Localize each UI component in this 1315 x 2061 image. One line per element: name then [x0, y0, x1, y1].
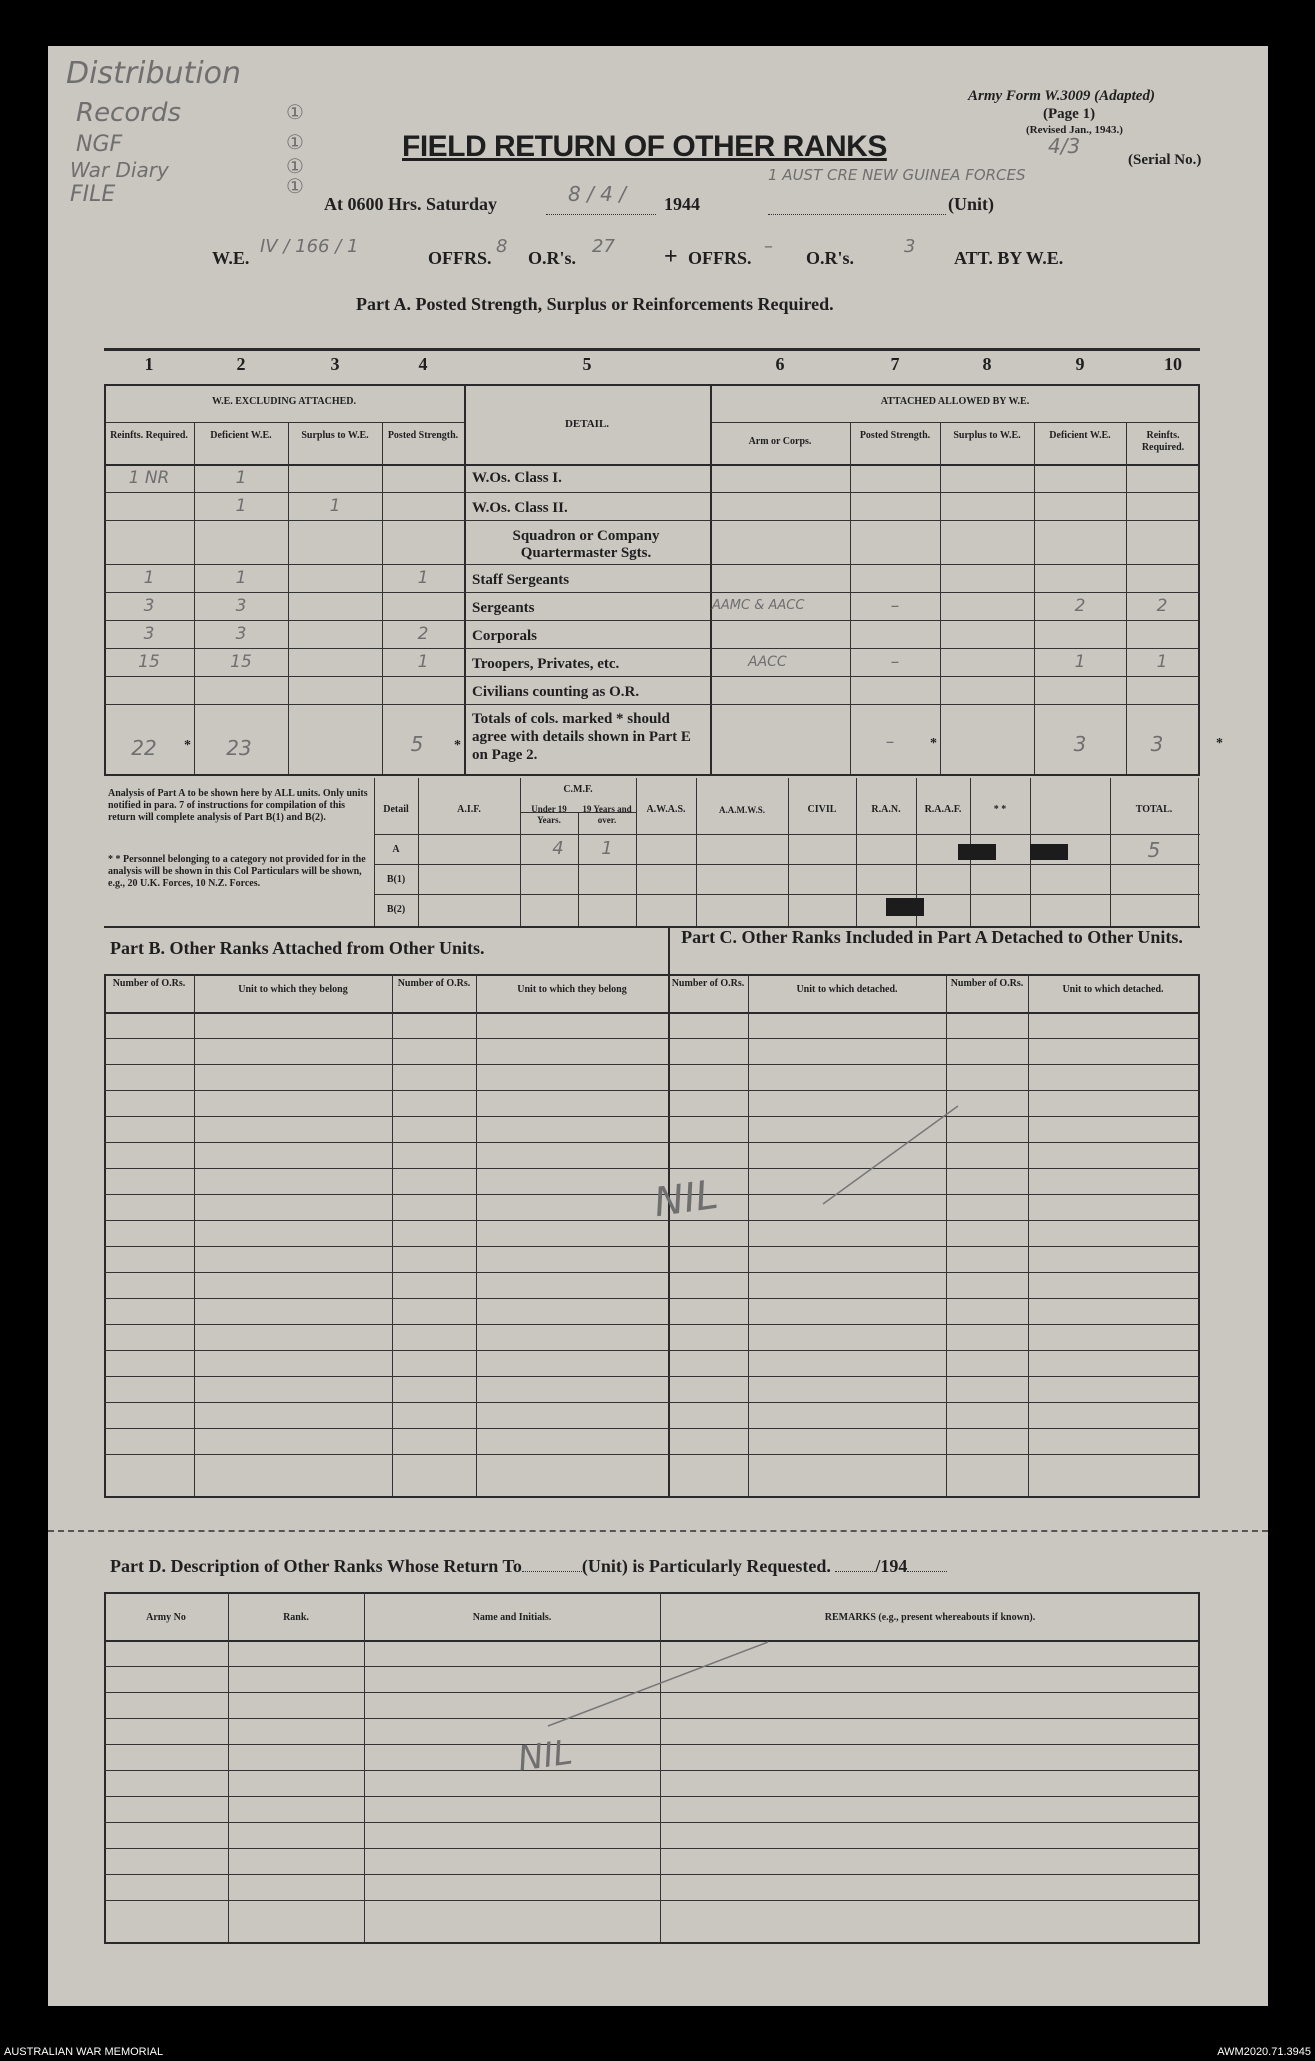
total-cell: 5 — [410, 732, 424, 756]
cell: 1 — [329, 496, 341, 516]
redaction-block — [958, 844, 996, 860]
rule — [104, 1454, 1200, 1455]
rule — [1198, 1592, 1200, 1944]
col-number: 9 — [1075, 354, 1085, 374]
analysis-row-label: B(2) — [386, 904, 406, 915]
distribution-line-records: Records — [76, 98, 182, 128]
part-b-header: Number of O.Rs. — [112, 978, 186, 989]
ors2-value: 3 — [904, 236, 916, 257]
detail-header: DETAIL. — [564, 418, 610, 430]
part-d-heading-pre: Part D. Description of Other Ranks Whose Return To — [110, 1556, 522, 1576]
row-detail: Squadron or Company Quartermaster Sgts. — [512, 528, 660, 561]
row-detail: Troopers, Privates, etc. — [472, 656, 620, 672]
sub-header: Surplus to W.E. — [953, 430, 1021, 441]
cell: 2 — [417, 624, 429, 644]
rule — [364, 1592, 365, 1944]
cell: 3 — [143, 596, 155, 616]
nil-mark: NIL — [515, 1732, 575, 1780]
rule — [104, 1298, 1200, 1299]
form-title: FIELD RETURN OF OTHER RANKS — [402, 130, 887, 163]
rule — [104, 774, 1200, 776]
rule — [578, 812, 579, 926]
sub-header: Reinfts. Required. — [110, 430, 188, 441]
offrs2-label: OFFRS. — [688, 248, 752, 268]
part-a-top-rule — [104, 348, 1200, 351]
rule — [104, 422, 464, 423]
analysis-header: * * — [993, 804, 1007, 815]
part-d-header: REMARKS (e.g., present whereabouts if known). — [824, 1612, 1036, 1623]
sub-header: Arm or Corps. — [748, 436, 812, 447]
rule — [104, 1900, 1200, 1901]
rule — [104, 464, 1200, 466]
ors-value: 27 — [592, 236, 615, 257]
rule — [788, 778, 789, 926]
analysis-row-label: A — [392, 844, 400, 855]
att-label: ATT. BY W.E. — [954, 248, 1064, 268]
analysis-header: 19 Years and over. — [582, 804, 632, 825]
cell: – — [890, 596, 900, 616]
cell: 1 — [143, 568, 155, 588]
rule — [104, 1376, 1200, 1377]
serial-label: (Serial No.) — [1128, 152, 1202, 168]
row-detail: W.Os. Class II. — [472, 500, 568, 516]
distribution-mark: ① — [286, 130, 304, 154]
rule — [104, 492, 1200, 493]
rule — [374, 864, 1200, 865]
analysis-header: CIVIL — [807, 804, 837, 815]
part-d-header: Army No — [146, 1612, 186, 1623]
offrs-label: OFFRS. — [428, 248, 492, 268]
form-sheet — [48, 46, 1268, 2006]
rule — [104, 1064, 1200, 1065]
distribution-line-war-diary: War Diary — [70, 158, 169, 182]
form-page: (Page 1) — [1043, 106, 1096, 122]
analysis-header: Under 19 Years. — [531, 804, 567, 825]
rule — [104, 1324, 1200, 1325]
sub-header: Posted Strength. — [859, 430, 931, 441]
rule — [636, 778, 637, 926]
cell: 15 — [138, 652, 160, 672]
part-b-header: Unit to which they belong — [517, 984, 627, 995]
distribution-mark: ① — [286, 100, 304, 124]
cell: AACC — [748, 654, 787, 670]
analysis-row-label: B(1) — [386, 874, 406, 885]
total-cell: 22 — [131, 736, 157, 760]
cell: 15 — [230, 652, 252, 672]
rule — [104, 384, 1200, 386]
rule — [374, 834, 1200, 835]
part-d-heading — [110, 1556, 947, 1577]
col-number: 6 — [775, 354, 785, 374]
col-number: 3 — [330, 354, 340, 374]
cell: 2 — [1156, 596, 1168, 616]
total-cell: 23 — [226, 736, 252, 760]
star-mark: * — [184, 738, 191, 753]
col-number: 5 — [582, 354, 592, 374]
ors2-label: O.R's. — [806, 248, 855, 268]
part-c-header: Unit to which detached. — [1062, 984, 1164, 995]
rule — [1198, 384, 1200, 774]
col-number: 10 — [1164, 354, 1182, 374]
rule — [418, 778, 419, 926]
star-mark: * — [1216, 736, 1223, 751]
cell: 1 — [235, 496, 247, 516]
rule — [464, 384, 466, 774]
analysis-header: R.A.A.F. — [924, 804, 962, 815]
rule — [104, 1012, 1200, 1014]
cell: 1 — [235, 468, 247, 488]
analysis-cell-over19: 1 — [601, 838, 613, 859]
rule — [104, 620, 1200, 621]
col-number: 8 — [982, 354, 992, 374]
rule — [748, 974, 749, 1498]
group-header-right: ATTACHED ALLOWED BY W.E. — [880, 396, 1030, 407]
footer-left: AUSTRALIAN WAR MEMORIAL — [4, 2046, 164, 2058]
unit-label: (Unit) — [948, 194, 994, 214]
analysis-header: Detail — [383, 804, 409, 815]
date-year: 1944 — [664, 194, 700, 214]
col-number: 7 — [890, 354, 900, 374]
unit-dotted-line — [768, 214, 946, 215]
distribution-line-ngf: NGF — [76, 132, 123, 157]
part-c-header: Unit to which detached. — [796, 984, 898, 995]
totals-detail: Totals of cols. marked * should agree with details shown in Part E on Page 2. — [472, 711, 691, 763]
dotted-blank — [907, 1571, 947, 1572]
cell: 1 NR — [128, 468, 170, 488]
rule — [940, 422, 941, 774]
sub-header: Deficient W.E. — [1049, 430, 1111, 441]
rule — [104, 648, 1200, 649]
part-b-heading: Part B. Other Ranks Attached from Other Units. — [110, 938, 485, 958]
distribution-title: Distribution — [66, 56, 242, 91]
rule — [104, 974, 1200, 976]
rule — [104, 1874, 1200, 1875]
part-d-header: Name and Initials. — [472, 1612, 552, 1623]
cell: 2 — [1074, 596, 1086, 616]
date-value: 8 / 4 / — [568, 182, 626, 206]
unit-value: 1 AUST CRE NEW GUINEA FORCES — [768, 166, 1026, 184]
time-day-label: At 0600 Hrs. Saturday — [324, 194, 498, 214]
col-number: 1 — [144, 354, 154, 374]
rule — [476, 974, 477, 1498]
form-revised: (Revised Jan., 1943.) — [1026, 124, 1123, 136]
rule — [104, 676, 1200, 677]
cell: 3 — [235, 624, 247, 644]
part-b-header: Unit to which they belong — [238, 984, 348, 995]
col-number: 2 — [236, 354, 246, 374]
part-c-header: Number of O.Rs. — [671, 978, 745, 989]
ors-label: O.R's. — [528, 248, 577, 268]
rule — [104, 1822, 1200, 1823]
rule — [856, 778, 857, 926]
part-d-header: Rank. — [283, 1612, 309, 1623]
serial-value: 4/3 — [1048, 134, 1081, 158]
sub-header: Reinfts. Required. — [1141, 430, 1185, 453]
plus-sign: + — [664, 244, 678, 270]
analysis-header: R.A.N. — [871, 804, 901, 815]
we-label: W.E. — [212, 248, 250, 268]
offrs2-value: – — [764, 236, 773, 257]
analysis-note-2: * * Personnel belonging to a category not provided for in the analysis will be shown in this Col Particulars will be shown, e.g., 20 U.K. Forces, 10 N.Z. Forces. — [108, 854, 366, 889]
star-mark: * — [454, 738, 461, 753]
analysis-note: Analysis of Part A to be shown here by ALL units. Only units notified in para. 7 of instructions for compilation of this return will complete analysis of Part B(1) and B(2). — [108, 788, 368, 823]
cell: 3 — [235, 596, 247, 616]
cell: 1 — [235, 568, 247, 588]
rule — [104, 520, 1200, 521]
rule — [696, 778, 697, 926]
rule — [104, 1848, 1200, 1849]
we-value: IV / 166 / 1 — [260, 236, 359, 257]
cell: 1 — [417, 568, 429, 588]
row-detail: Staff Sergeants — [472, 572, 570, 588]
part-d-heading-mid: (Unit) is Particularly Requested. — [581, 1556, 831, 1576]
rule — [946, 974, 947, 1498]
part-c-header: Number of O.Rs. — [950, 978, 1024, 989]
cell: AAMC & AACC — [712, 598, 805, 613]
rule — [104, 974, 106, 1498]
col-number: 4 — [418, 354, 428, 374]
rule — [288, 422, 289, 774]
dotted-blank — [835, 1571, 875, 1572]
rule — [104, 1496, 1200, 1498]
row-detail: Civilians counting as O.R. — [472, 684, 640, 700]
rule — [1198, 974, 1200, 1498]
rule — [104, 1428, 1200, 1429]
cell: 3 — [143, 624, 155, 644]
rule — [104, 1592, 106, 1944]
date-dotted-line — [546, 214, 656, 215]
distribution-line-file: FILE — [70, 182, 116, 207]
part-c-heading: Part C. Other Ranks Included in Part A Detached to Other Units. — [681, 927, 1183, 947]
star-mark: * — [930, 736, 937, 751]
analysis-header: TOTAL. — [1135, 804, 1173, 815]
redaction-block — [886, 898, 924, 916]
rule — [104, 1038, 1200, 1039]
row-detail: Sergeants — [472, 600, 535, 616]
distribution-mark: ① — [286, 174, 304, 198]
rule — [104, 1246, 1200, 1247]
offrs-value: 8 — [496, 236, 508, 257]
part-d-heading-post: /194 — [875, 1556, 908, 1576]
dotted-blank — [522, 1571, 582, 1572]
nil-mark: NIL — [651, 1171, 721, 1227]
footer-right: AWM2020.71.3945 — [1217, 2046, 1311, 2058]
rule — [228, 1592, 229, 1944]
cell: 1 — [417, 652, 429, 672]
cell: 1 — [1156, 652, 1168, 672]
rule — [104, 592, 1200, 593]
analysis-header: A.A.M.W.S. — [719, 805, 765, 815]
total-cell: 3 — [1073, 732, 1087, 756]
rule — [104, 1796, 1200, 1797]
rule — [194, 974, 195, 1498]
sub-header: Deficient W.E. — [210, 430, 272, 441]
rule — [104, 704, 1200, 705]
rule — [1028, 974, 1029, 1498]
analysis-cell-total: 5 — [1147, 838, 1161, 862]
rule — [520, 778, 521, 926]
form-id: Army Form W.3009 (Adapted) — [968, 88, 1155, 104]
rule — [382, 422, 383, 774]
rule — [104, 1770, 1200, 1771]
sub-header: Posted Strength. — [387, 430, 459, 441]
perforation-line — [48, 1530, 1268, 1532]
analysis-header: A.I.F. — [457, 804, 481, 815]
cell: – — [890, 652, 900, 672]
total-cell: 3 — [1150, 732, 1164, 756]
rule — [104, 564, 1200, 565]
rule — [104, 1592, 1200, 1594]
analysis-header: C.M.F. — [563, 784, 593, 795]
rule — [374, 894, 1200, 895]
rule — [1198, 778, 1199, 926]
rule — [392, 974, 393, 1498]
group-header-left: W.E. EXCLUDING ATTACHED. — [211, 396, 356, 407]
rule — [710, 384, 712, 774]
row-detail: W.Os. Class I. — [472, 470, 562, 486]
rule — [104, 1942, 1200, 1944]
part-a-heading: Part A. Posted Strength, Surplus or Reinforcements Required. — [356, 294, 834, 314]
rule — [104, 1350, 1200, 1351]
analysis-cell-aif: 4 — [552, 838, 564, 859]
row-detail: Corporals — [472, 628, 537, 644]
rule — [104, 1402, 1200, 1403]
redaction-block — [1030, 844, 1068, 860]
part-b-header: Number of O.Rs. — [397, 978, 471, 989]
analysis-header: A.W.A.S. — [646, 804, 686, 815]
distribution-mark: ① — [286, 154, 304, 178]
total-cell: – — [885, 732, 895, 752]
sub-header: Surplus to W.E. — [301, 430, 369, 441]
cell: 1 — [1074, 652, 1086, 672]
rule — [104, 1272, 1200, 1273]
